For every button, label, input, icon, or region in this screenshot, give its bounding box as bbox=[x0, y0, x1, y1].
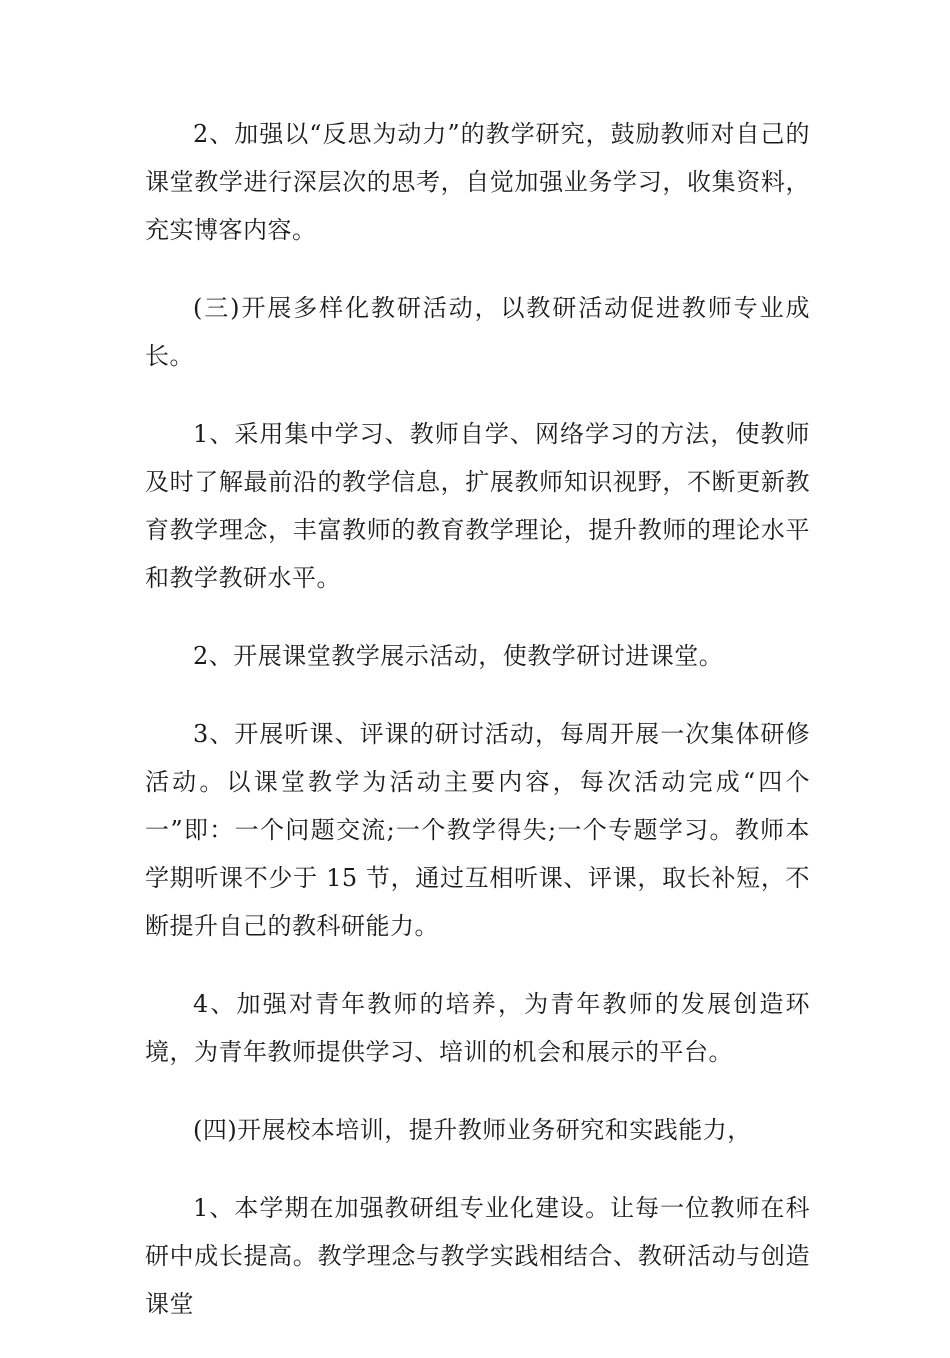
paragraph-lesson-observation: 3、开展听课、评课的研讨活动，每周开展一次集体研修活动。以课堂教学为活动主要内容，每次活动完成“四个一”即：一个问题交流;一个教学得失;一个专题学习。教师本学期听课不少于 15 节，通过互相听课、评课，取长补短，不断提升自己的教科研能力。 bbox=[145, 720, 810, 940]
paragraph-research-group: 1、本学期在加强教研组专业化建设。让每一位教师在科研中成长提高。教学理念与教学实践相结合、教研活动与创造课堂 bbox=[145, 1194, 810, 1318]
paragraph-strengthen-reflection: 2、加强以“反思为动力”的教学研究，鼓励教师对自己的课堂教学进行深层次的思考，自觉加强业务学习，收集资料，充实博客内容。 bbox=[145, 120, 810, 244]
document-page bbox=[145, 110, 810, 1358]
paragraph-centralized-learning: 1、采用集中学习、教师自学、网络学习的方法，使教师及时了解最前沿的教学信息，扩展教师知识视野，不断更新教育教学理念，丰富教师的教育教学理论，提升教师的理论水平和教学教研水平。 bbox=[145, 420, 810, 592]
paragraph-young-teachers: 4、加强对青年教师的培养，为青年教师的发展创造环境，为青年教师提供学习、培训的机会和展示的平台。 bbox=[145, 990, 810, 1066]
paragraph-classroom-display: 2、开展课堂教学展示活动，使教学研讨进课堂。 bbox=[193, 642, 724, 670]
section-heading-three: (三)开展多样化教研活动，以教研活动促进教师专业成长。 bbox=[145, 294, 810, 370]
section-heading-four: (四)开展校本培训，提升教师业务研究和实践能力， bbox=[193, 1116, 752, 1144]
